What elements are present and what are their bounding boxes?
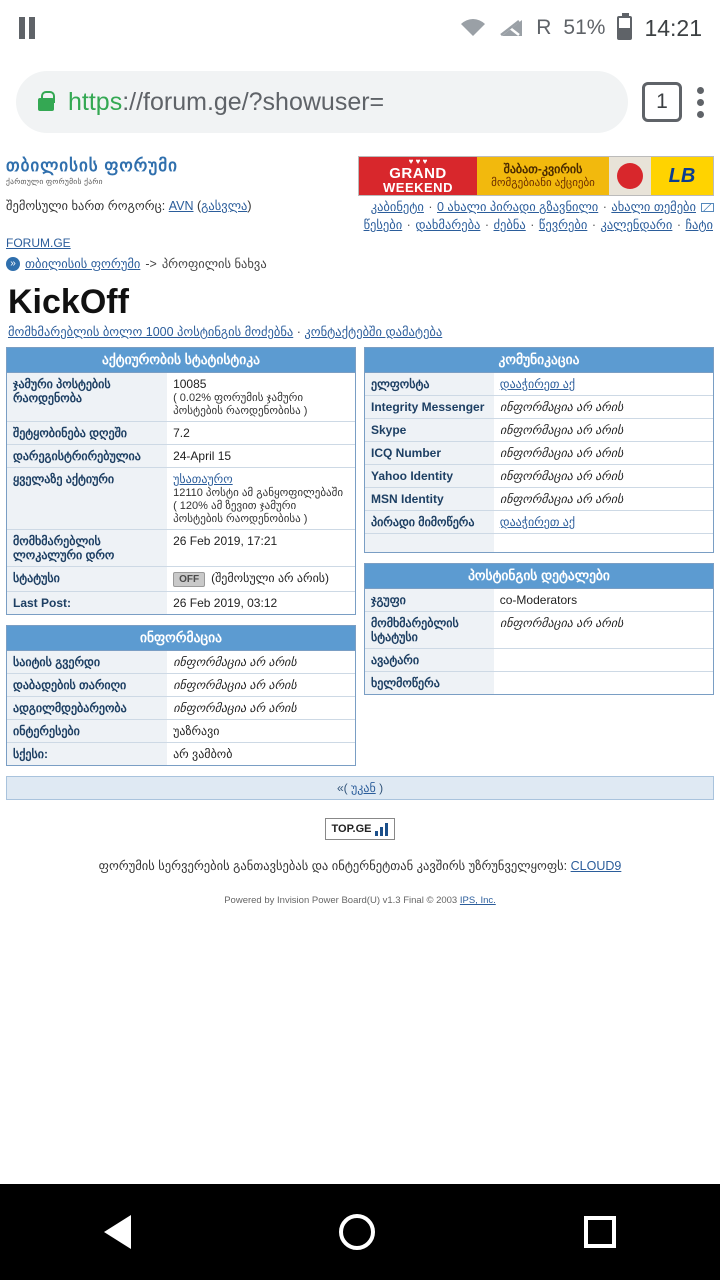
status-badge: OFF bbox=[173, 572, 205, 587]
table-row bbox=[365, 648, 713, 671]
row-value bbox=[494, 373, 713, 396]
nav-new-topics[interactable]: ახალი თემები bbox=[611, 200, 696, 214]
row-value: ინფორმაცია არ არის bbox=[494, 396, 713, 419]
welcome-prefix: შემოსული ხართ როგორც: bbox=[6, 199, 166, 213]
table-row-spacer bbox=[365, 534, 713, 552]
row-value: ინფორმაცია არ არის bbox=[167, 674, 355, 697]
row-key: Integrity Messenger bbox=[365, 396, 494, 419]
row-value: არ ვამბობ bbox=[167, 743, 355, 766]
status-bar-right bbox=[460, 15, 702, 42]
row-key: ავატარი bbox=[365, 648, 494, 671]
breadcrumb bbox=[0, 252, 720, 273]
row-value: ინფორმაცია არ არის bbox=[494, 488, 713, 511]
status-bar-clock: 14:21 bbox=[644, 14, 702, 41]
find-posts-link[interactable]: მომხმარებლის ბოლო 1000 პოსტინგის მოძებნა bbox=[8, 325, 294, 340]
row-key: ადგილმდებარეობა bbox=[7, 697, 167, 720]
nav-calendar[interactable]: კალენდარი bbox=[600, 218, 673, 233]
battery-icon bbox=[617, 16, 632, 40]
page-footer bbox=[0, 800, 720, 906]
most-active-forum-link[interactable]: უსათაურო bbox=[173, 472, 233, 487]
posting-details-title: პოსტინგის დეტალები bbox=[365, 564, 713, 589]
hosting-provider-link[interactable]: CLOUD9 bbox=[570, 859, 622, 874]
nav-chat[interactable]: ჩატი bbox=[685, 218, 713, 233]
table-row bbox=[365, 465, 713, 488]
browser-toolbar bbox=[0, 56, 720, 148]
row-key: სქესი: bbox=[7, 743, 167, 766]
row-key: ICQ Number bbox=[365, 442, 494, 465]
topge-counter[interactable] bbox=[325, 818, 396, 840]
row-key: შეტყობინება დღეში bbox=[7, 422, 167, 445]
recents-square-icon[interactable] bbox=[584, 1216, 616, 1248]
profile-left-column bbox=[6, 347, 356, 766]
back-triangle-icon[interactable] bbox=[104, 1215, 131, 1249]
row-key: ჯგუფი bbox=[365, 589, 494, 612]
envelope-icon bbox=[701, 203, 714, 212]
back-bar bbox=[6, 776, 714, 800]
communication-title: კომუნიკაცია bbox=[365, 348, 713, 373]
welcome-bar bbox=[0, 196, 720, 234]
nav-search[interactable]: ძებნა bbox=[493, 218, 526, 233]
row-value: ინფორმაცია არ არის bbox=[494, 442, 713, 465]
status-bar bbox=[0, 0, 720, 56]
row-key: Yahoo Identity bbox=[365, 465, 494, 488]
private-message-link[interactable]: დააჭირეთ აქ bbox=[499, 515, 576, 530]
android-navigation-bar bbox=[0, 1184, 720, 1280]
row-value: ინფორმაცია არ არის bbox=[494, 465, 713, 488]
page-title: KickOff bbox=[8, 283, 129, 322]
row-value: უაზრავი bbox=[167, 720, 355, 743]
url-rest: ://forum.ge/?showuser= bbox=[122, 87, 385, 116]
table-row bbox=[365, 373, 713, 396]
row-key: MSN Identity bbox=[365, 488, 494, 511]
row-value bbox=[494, 511, 713, 534]
information-title: ინფორმაცია bbox=[7, 626, 355, 651]
table-row bbox=[365, 419, 713, 442]
communication-panel bbox=[364, 347, 714, 553]
nav-help[interactable]: დახმარება bbox=[415, 218, 481, 233]
row-key-spacer bbox=[365, 534, 494, 552]
table-row bbox=[365, 442, 713, 465]
site-logo-line2: ქართული ფორუმის ქარი bbox=[6, 177, 103, 186]
roaming-indicator: R bbox=[536, 16, 552, 39]
row-value: 24-April 15 bbox=[167, 445, 355, 468]
activity-stats-table bbox=[7, 373, 355, 614]
nav-private-messages[interactable]: 0 ახალი პირადი გზავნილი bbox=[437, 200, 599, 214]
table-row bbox=[365, 671, 713, 694]
profile-right-column bbox=[364, 347, 714, 766]
url-text bbox=[68, 88, 384, 117]
table-row bbox=[7, 373, 355, 422]
logout-open-paren: ( bbox=[196, 199, 202, 213]
table-row bbox=[7, 592, 355, 615]
url-bar[interactable] bbox=[16, 71, 628, 133]
total-posts-sub: ( 0.02% ფორუმის ჯამური პოსტების რაოდენობისა ) bbox=[173, 392, 308, 418]
ad-banner[interactable] bbox=[358, 156, 714, 196]
row-key: პირადი მიმოწერა bbox=[365, 511, 494, 534]
table-row bbox=[7, 674, 355, 697]
top-nav-row2: წესები · დახმარება · ძებნა · წევრები · კალენდარი · ჩატი bbox=[363, 218, 713, 233]
row-key: მომხმარებლის სტატუსი bbox=[365, 611, 494, 648]
row-value bbox=[167, 373, 355, 422]
topge-label: TOP.GE bbox=[331, 823, 372, 836]
row-value-spacer bbox=[494, 534, 713, 552]
row-key: ხელმოწერა bbox=[365, 671, 494, 694]
communication-table bbox=[365, 373, 713, 552]
ad-banner-mid-line2: მომგებიანი აქციები bbox=[491, 176, 595, 189]
row-value bbox=[167, 567, 355, 592]
row-key: ინტერესები bbox=[7, 720, 167, 743]
profile-links bbox=[0, 324, 720, 347]
breadcrumb-root-link[interactable]: თბილისის ფორუმი bbox=[25, 257, 141, 272]
forum-ge-link[interactable]: FORUM.GE bbox=[6, 236, 71, 251]
row-value: 7.2 bbox=[167, 422, 355, 445]
url-scheme: https bbox=[68, 87, 123, 116]
profile-panels bbox=[0, 347, 720, 766]
status-bar-left bbox=[18, 17, 36, 39]
ad-banner-mid bbox=[477, 157, 609, 195]
row-key: Last Post: bbox=[7, 592, 167, 615]
row-value: 26 Feb 2019, 17:21 bbox=[167, 530, 355, 567]
lock-icon bbox=[38, 98, 54, 111]
row-key: სტატუსი bbox=[7, 567, 167, 592]
activity-stats-panel bbox=[6, 347, 356, 615]
table-row bbox=[365, 589, 713, 612]
ad-banner-logo: LB bbox=[651, 157, 713, 195]
information-panel bbox=[6, 625, 356, 766]
row-value: 26 Feb 2019, 03:12 bbox=[167, 592, 355, 615]
row-key: Skype bbox=[365, 419, 494, 442]
total-posts-value: 10085 bbox=[173, 377, 207, 392]
ad-banner-grand: GRAND bbox=[389, 165, 447, 182]
row-key: ჯამური პოსტების რაოდენობა bbox=[7, 373, 167, 422]
email-link[interactable]: დააჭირეთ აქ bbox=[499, 377, 576, 392]
table-row bbox=[7, 651, 355, 674]
row-value bbox=[494, 648, 713, 671]
ad-banner-mid-line1: შაბათ-კვირის bbox=[503, 161, 583, 176]
table-row bbox=[365, 611, 713, 648]
table-row bbox=[365, 396, 713, 419]
site-logo[interactable] bbox=[6, 156, 206, 190]
nav-rules[interactable]: წესები bbox=[363, 218, 403, 233]
table-row bbox=[7, 743, 355, 766]
home-circle-icon[interactable] bbox=[339, 1214, 375, 1250]
row-value: ინფორმაცია არ არის bbox=[494, 419, 713, 442]
ad-banner-circle-icon bbox=[609, 157, 651, 195]
row-value bbox=[494, 671, 713, 694]
table-row bbox=[7, 720, 355, 743]
back-link[interactable]: უკან bbox=[350, 781, 376, 796]
row-key: დაბადების თარიღი bbox=[7, 674, 167, 697]
posting-details-table bbox=[365, 589, 713, 694]
row-key: ყველაზე აქტიური bbox=[7, 468, 167, 530]
information-table bbox=[7, 651, 355, 765]
hosting-note bbox=[6, 858, 714, 873]
row-key: საიტის გვერდი bbox=[7, 651, 167, 674]
site-header bbox=[0, 148, 720, 196]
table-row bbox=[365, 488, 713, 511]
ad-heart-icon: ♥ ♥ ♥ bbox=[408, 157, 428, 166]
row-key: დარეგისტრირებულია bbox=[7, 445, 167, 468]
ips-link[interactable]: IPS, Inc. bbox=[459, 895, 496, 907]
signal-no-service-icon bbox=[498, 18, 524, 38]
breadcrumb-icon: » bbox=[6, 257, 20, 271]
posting-details-panel bbox=[364, 563, 714, 695]
add-contact-link[interactable]: კონტაქტებში დამატება bbox=[304, 325, 443, 340]
nav-cabinet[interactable]: კაბინეტი bbox=[370, 200, 424, 214]
wifi-icon bbox=[460, 18, 486, 38]
table-row bbox=[7, 697, 355, 720]
web-page bbox=[0, 148, 720, 1280]
table-row bbox=[7, 567, 355, 592]
row-key: ელფოსტა bbox=[365, 373, 494, 396]
powered-by-text: Powered by Invision Power Board(U) v1.3 Final © 2003 bbox=[224, 895, 458, 907]
profile-links-separator: · bbox=[296, 325, 301, 340]
kebab-menu-icon[interactable] bbox=[696, 87, 704, 118]
pause-icon bbox=[18, 17, 36, 39]
table-row bbox=[7, 445, 355, 468]
hosting-note-text: ფორუმის სერვერების განთავსებას და ინტერნეტთან კავშირს უზრუნველყოფს: bbox=[98, 859, 568, 874]
battery-percent: 51% bbox=[563, 16, 606, 39]
top-nav-row1: კაბინეტი · 0 ახალი პირადი გზავნილი · ახალი თემები bbox=[363, 198, 714, 216]
status-text: (შემოსული არ არის) bbox=[211, 571, 330, 586]
topge-bars-icon bbox=[375, 822, 388, 836]
breadcrumb-arrow: -> bbox=[145, 256, 157, 271]
ad-banner-weekend: WEEKEND bbox=[383, 180, 453, 195]
ad-banner-left bbox=[359, 157, 477, 195]
row-value bbox=[167, 468, 355, 530]
row-value: ინფორმაცია არ არის bbox=[167, 651, 355, 674]
logout-link[interactable]: გასვლა bbox=[201, 199, 248, 213]
table-row bbox=[365, 511, 713, 534]
table-row bbox=[7, 468, 355, 530]
welcome-username-link[interactable]: AVN bbox=[168, 199, 194, 213]
powered-by bbox=[6, 895, 714, 906]
breadcrumb-current: პროფილის ნახვა bbox=[161, 257, 267, 272]
table-row bbox=[7, 422, 355, 445]
welcome-text bbox=[6, 198, 252, 213]
nav-members[interactable]: წევრები bbox=[538, 218, 588, 233]
row-value: ინფორმაცია არ არის bbox=[167, 697, 355, 720]
table-row bbox=[7, 530, 355, 567]
back-suffix: ) bbox=[379, 781, 384, 796]
most-active-sub: 12110 პოსტი ამ განყოფილებაში ( 120% ამ ზევით ჯამური პოსტების რაოდენობისა ) bbox=[173, 487, 344, 526]
row-value: co-Moderators bbox=[494, 589, 713, 612]
row-value: ინფორმაცია არ არის bbox=[494, 611, 713, 648]
tab-count-button[interactable]: 1 bbox=[642, 82, 682, 122]
forum-ge-line bbox=[0, 234, 720, 252]
row-key: მომხმარებლის ლოკალური დრო bbox=[7, 530, 167, 567]
back-prefix: «( bbox=[336, 781, 348, 796]
top-nav bbox=[363, 198, 714, 234]
logout-close-paren: ) bbox=[247, 199, 252, 213]
site-logo-line1: თბილისის ფორუმი bbox=[6, 156, 178, 175]
activity-stats-title: აქტიურობის სტატისტიკა bbox=[7, 348, 355, 373]
